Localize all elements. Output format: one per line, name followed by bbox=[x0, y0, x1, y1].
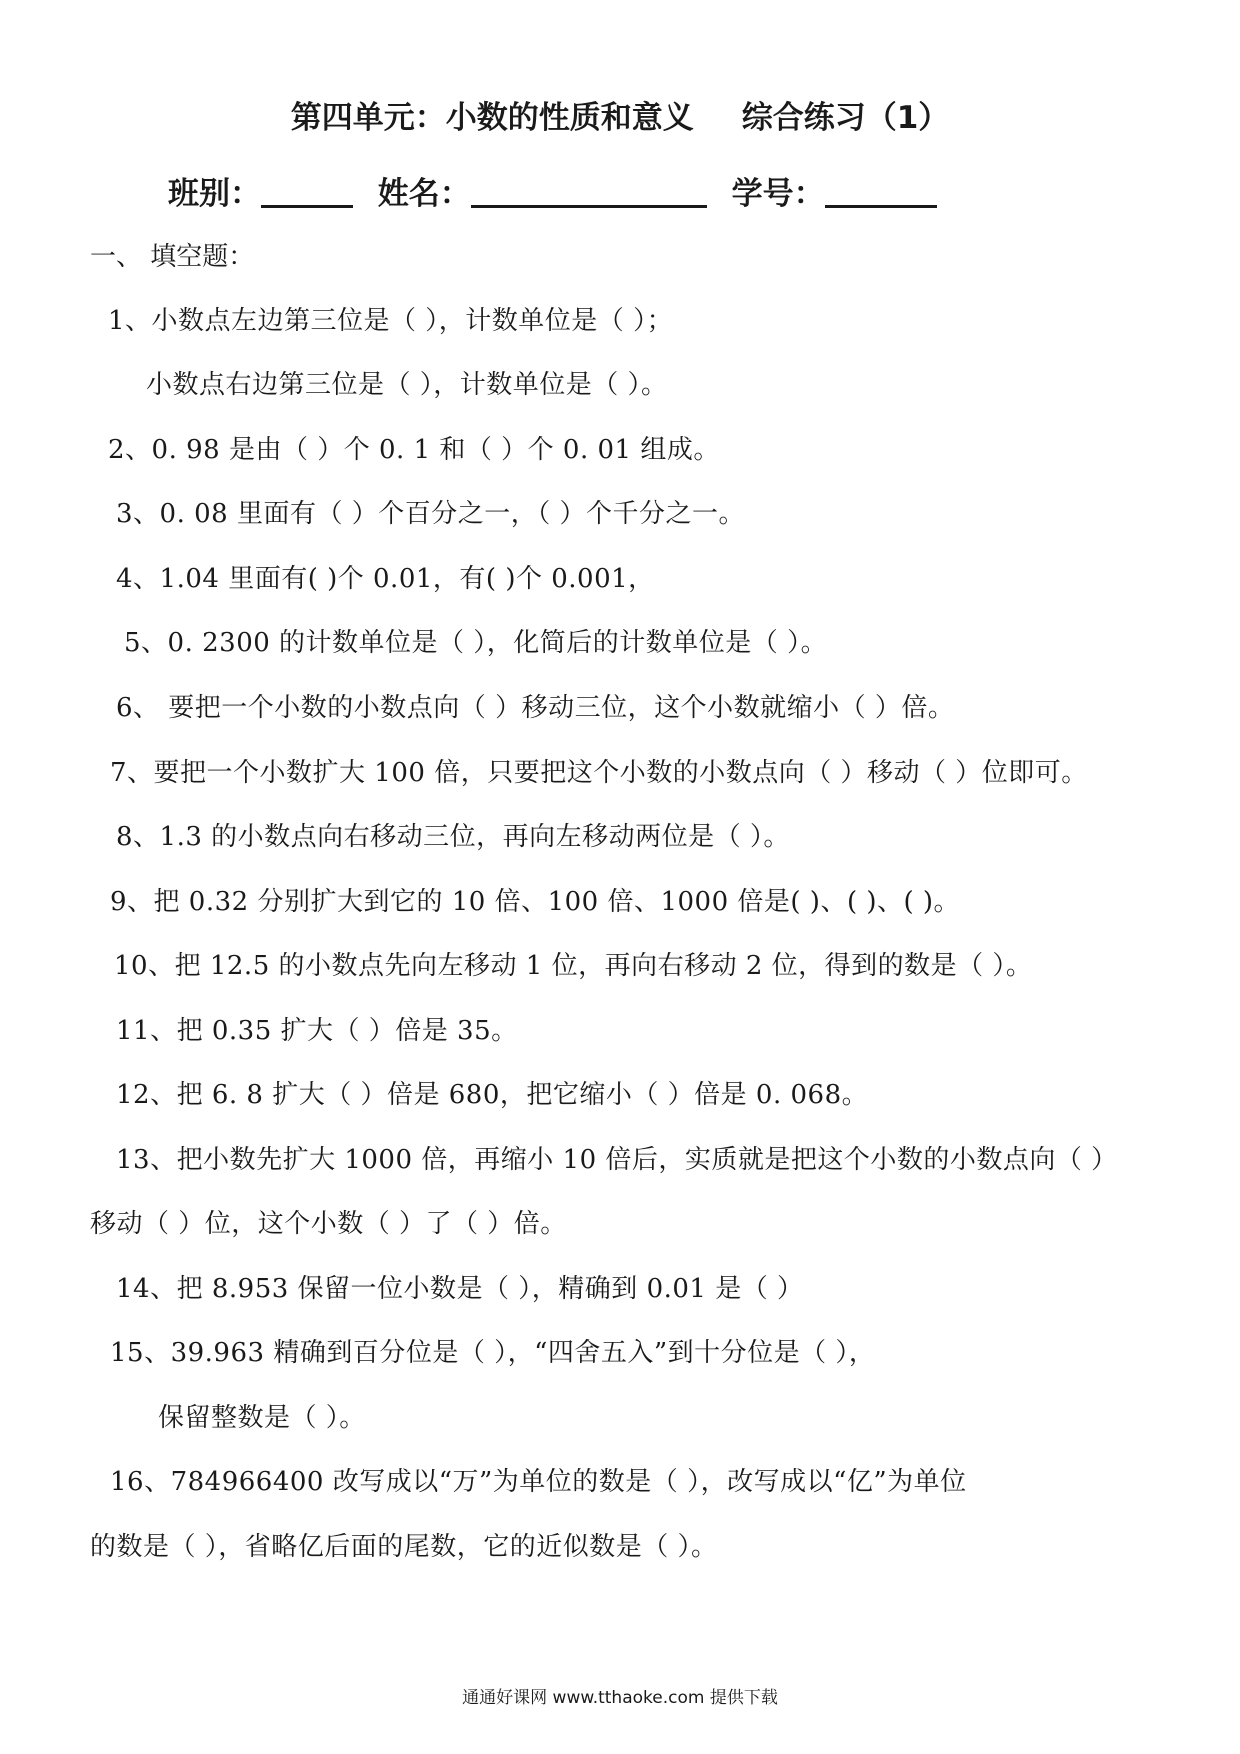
question-16a: 16、784966400 改写成以“万”为单位的数是（ ），改写成以“亿”为单位 bbox=[110, 1467, 967, 1497]
class-label: 班别： bbox=[168, 176, 261, 212]
question-7: 7、要把一个小数扩大 100 倍，只要把这个小数的小数点向（ ）移动（ ）位即可。 bbox=[110, 758, 1088, 788]
title-unit: 第四单元：小数的性质和意义 bbox=[290, 100, 694, 136]
question-1b: 小数点右边第三位是（ ），计数单位是（ ）。 bbox=[146, 370, 668, 400]
question-8: 8、1.3 的小数点向右移动三位，再向左移动两位是（ ）。 bbox=[116, 822, 790, 852]
number-blank[interactable] bbox=[825, 175, 937, 208]
title-exercise: 综合练习（1） bbox=[741, 100, 950, 136]
question-11: 11、把 0.35 扩大（ ）倍是 35。 bbox=[116, 1016, 518, 1046]
question-13a: 13、把小数先扩大 1000 倍，再缩小 10 倍后，实质就是把这个小数的小数点向（ ） bbox=[116, 1145, 1118, 1175]
question-3: 3、0. 08 里面有（ ）个百分之一，（ ）个千分之一。 bbox=[116, 499, 745, 529]
name-blank[interactable] bbox=[471, 175, 707, 208]
number-label: 学号： bbox=[731, 176, 825, 212]
question-5: 5、0. 2300 的计数单位是（ ），化简后的计数单位是（ ）。 bbox=[124, 628, 828, 658]
question-14: 14、把 8.953 保留一位小数是（ ），精确到 0.01 是（ ） bbox=[116, 1274, 804, 1304]
question-16b: 的数是（ ），省略亿后面的尾数，它的近似数是（ ）。 bbox=[90, 1532, 718, 1562]
question-12: 12、把 6. 8 扩大（ ）倍是 680，把它缩小（ ）倍是 0. 068。 bbox=[116, 1080, 869, 1110]
question-1a: 1、小数点左边第三位是（ ），计数单位是（ ）； bbox=[108, 306, 674, 336]
page-title bbox=[0, 92, 1240, 137]
question-6: 6、 要把一个小数的小数点向（ ）移动三位，这个小数就缩小（ ）倍。 bbox=[116, 693, 955, 723]
question-2: 2、0. 98 是由（ ）个 0. 1 和（ ）个 0. 01 组成。 bbox=[108, 435, 720, 465]
footer-source: 通通好课网 www.tthaoke.com 提供下载 bbox=[462, 1688, 778, 1708]
question-10: 10、把 12.5 的小数点先向左移动 1 位，再向右移动 2 位，得到的数是（ ）。 bbox=[114, 951, 1033, 981]
question-4: 4、1.04 里面有( )个 0.01，有( )个 0.001， bbox=[116, 564, 655, 594]
question-9: 9、把 0.32 分别扩大到它的 10 倍、100 倍、1000 倍是( )、( )、( )。 bbox=[110, 887, 961, 917]
question-15b: 保留整数是（ ）。 bbox=[158, 1403, 366, 1433]
question-15a: 15、39.963 精确到百分位是（ ），“四舍五入”到十分位是（ ）， bbox=[110, 1338, 876, 1368]
section-heading: 一、 填空题： bbox=[90, 242, 255, 272]
name-label: 姓名： bbox=[377, 176, 471, 212]
student-info-row bbox=[168, 168, 937, 213]
class-blank[interactable] bbox=[261, 175, 353, 208]
question-13b: 移动（ ）位，这个小数（ ）了（ ）倍。 bbox=[90, 1209, 567, 1239]
